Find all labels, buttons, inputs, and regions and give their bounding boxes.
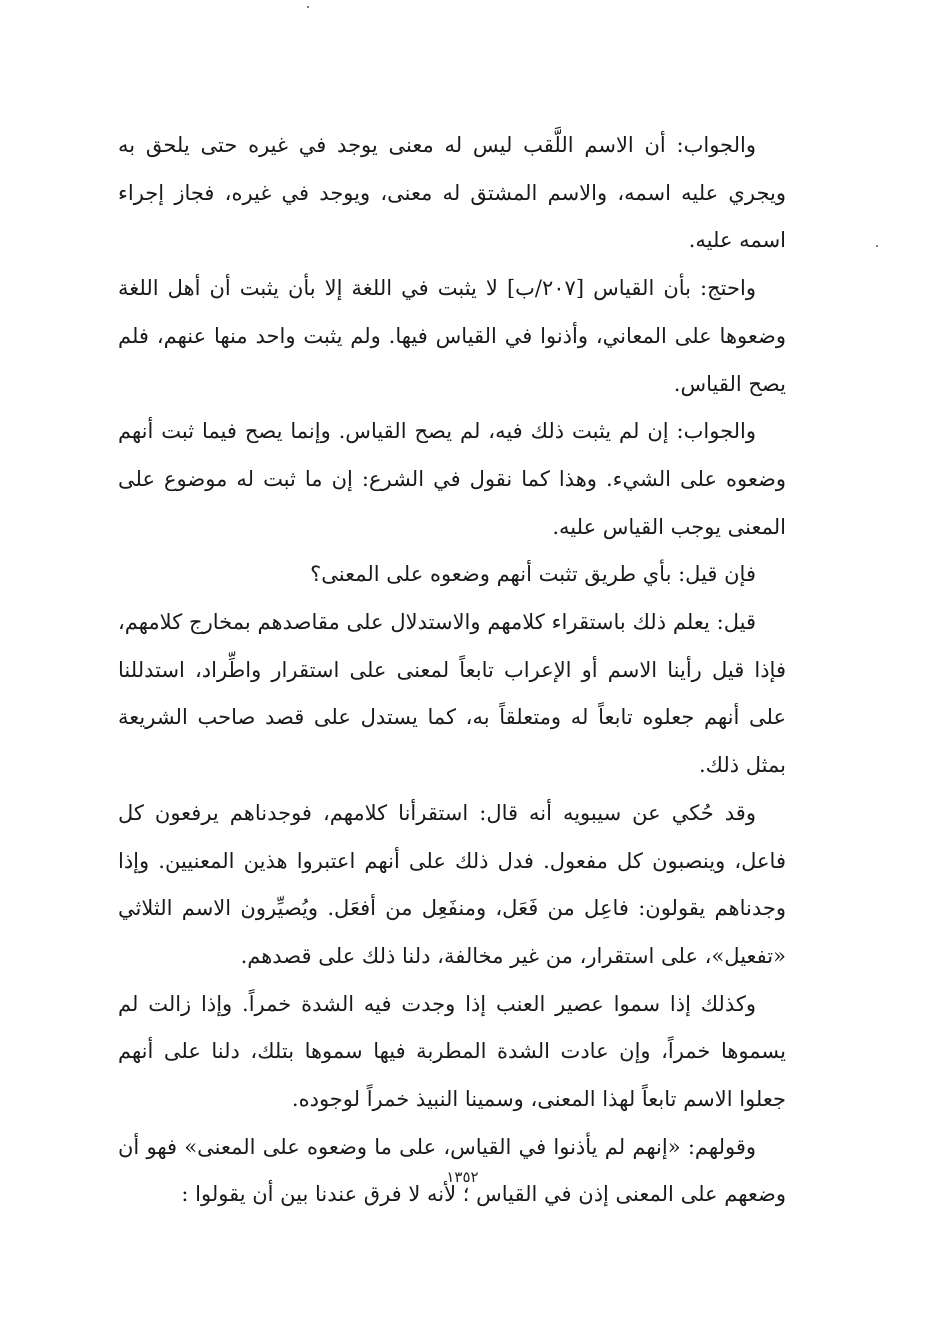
paragraph-5: قيل: يعلم ذلك باستقراء كلامهم والاستدلال على مقاصدهم بمخارج كلامهم، فإذا قيل رأينا الاسم أو الإعراب تابعاً لمعنى على استقرار واطِّراد، استدللنا على أنهم جعلوه تابعاً له ومتعلقاً به، كما يستدل على قصد صاحب الشريعة بمثل ذلك. <box>118 610 786 778</box>
paragraph-1: والجواب: أن الاسم اللَّقب ليس له معنى يوجد في غيره حتى يلحق به ويجري عليه اسمه، والاسم المشتق له معنى، ويوجد في غيره، فجاز إجراء اسمه عليه. <box>118 133 786 253</box>
paragraph-2: واحتج: بأن القياس [٢٠٧/ب] لا يثبت في اللغة إلا بأن يثبت أن أهل اللغة وضعوها على المعاني، وأذنوا في القياس فيها. ولم يثبت واحد منها عنهم، فلم يصح القياس. <box>118 276 786 396</box>
paragraph-8: وقولهم: «إنهم لم يأذنوا في القياس، على ما وضعوه على المعنى» فهو أن وضعهم على المعنى إذن في القياس ؛ لأنه لا فرق عندنا بين أن يقولوا : <box>118 1134 786 1207</box>
paragraph-6: وقد حُكي عن سيبويه أنه قال: استقرأنا كلامهم، فوجدناهم يرفعون كل فاعل، وينصبون كل مفعول. فدل ذلك على أنهم اعتبروا هذين المعنيين. وإذا وجدناهم يقولون: فاعِل من فَعَل، ومنفَعِل من أفعَل. ويُصيِّرون الاسم الثلاثي «تفعيل»، على استقرار، من غير مخالفة، دلنا ذلك على قصدهم. <box>118 800 786 968</box>
paragraph-7: وكذلك إذا سموا عصير العنب إذا وجدت فيه الشدة خمراً. وإذا زالت لم يسموها خمراً، وإن عادت الشدة المطربة فيها سموها بتلك، دلنا على أنهم جعلوا الاسم تابعاً لهذا المعنى، وسمينا النبيذ خمراً لوجوده. <box>118 991 786 1112</box>
paragraph-3: والجواب: إن لم يثبت ذلك فيه، لم يصح القياس. وإنما يصح فيما ثبت أنهم وضعوه على الشيء. وهذا كما نقول في الشرع: إن ما ثبت له موضوع على المعنى يوجب القياس عليه. <box>118 419 786 539</box>
body-text <box>118 122 786 1219</box>
paragraph-4: فإن قيل: بأي طريق تثبت أنهم وضعوه على المعنى؟ <box>310 562 756 587</box>
scan-speck <box>876 245 878 247</box>
scan-speck <box>307 6 309 8</box>
page-number: ١٣٥٢ <box>446 1168 479 1186</box>
